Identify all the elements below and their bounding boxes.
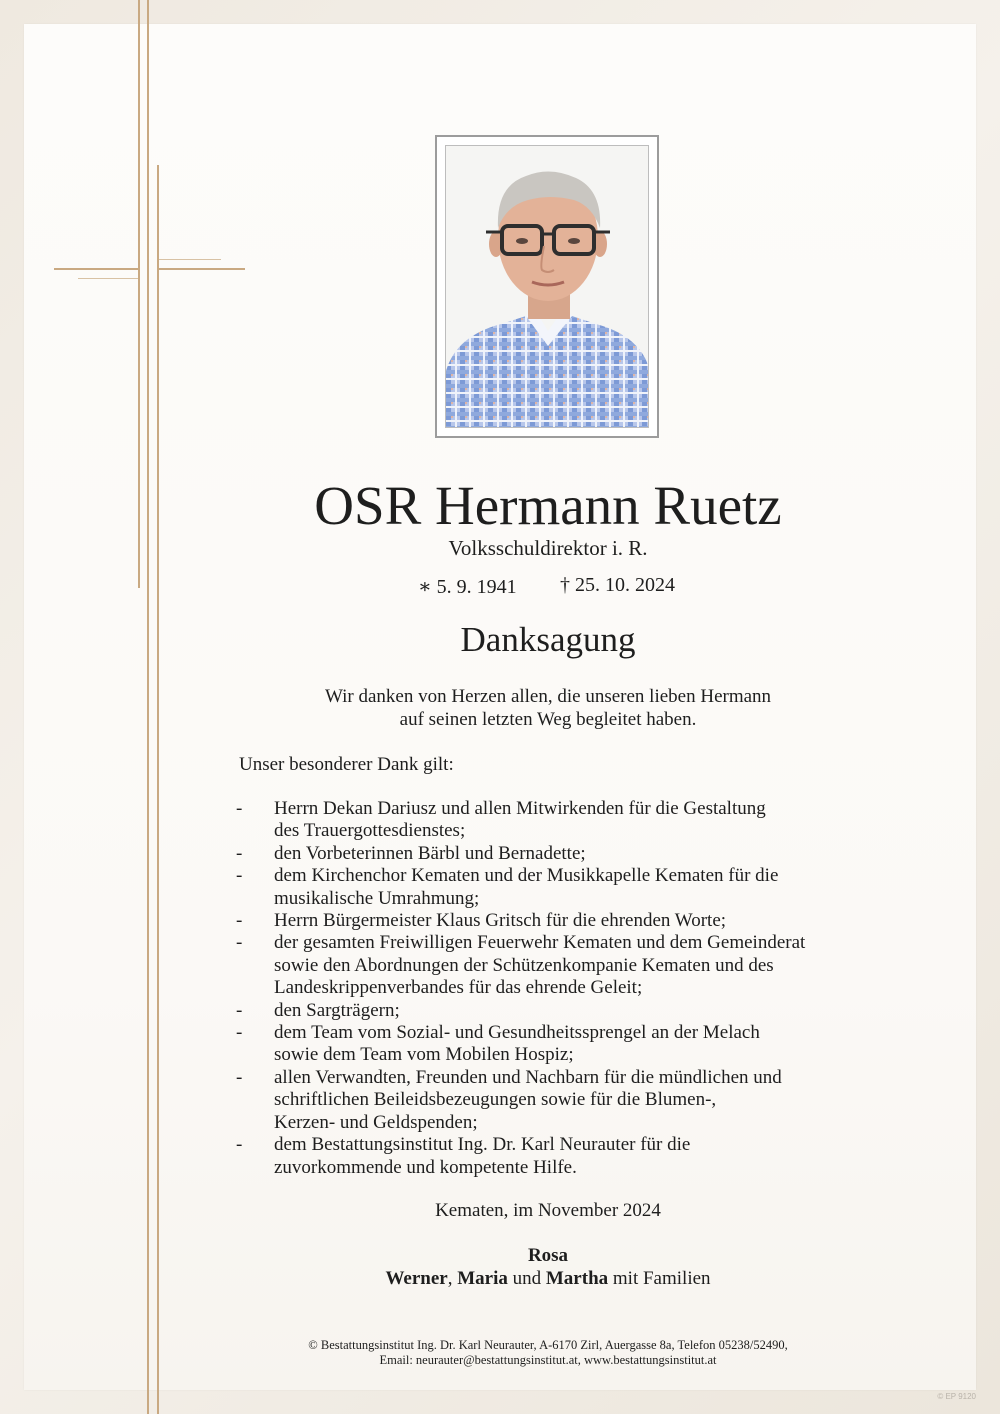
place-and-date: Kematen, im November 2024 [435,1200,661,1221]
portrait-photo [445,145,649,428]
dash-bullet: - [236,1022,243,1044]
mourner-name: Maria [457,1268,508,1289]
dash-bullet: - [236,798,243,819]
deceased-name: OSR Hermann Ruetz [314,475,782,536]
mourner-name: Werner [385,1268,448,1289]
death-date: 25. 10. 2024 [575,574,675,596]
dash-bullet: - [236,932,243,954]
footer-line: Email: neurauter@bestattungsinstitut.at, www.bestattungsinstitut.at [379,1353,717,1367]
thanks-item [236,910,876,932]
thanks-item-line: schriftlichen Beileidsbezeugungen sowie für die Blumen-, [274,1089,717,1111]
thanks-item-line: der gesamten Freiwilligen Feuerwehr Kematen und dem Gemeinderat [274,932,806,954]
deceased-title: Volksschuldirektor i. R. [448,536,648,560]
footer-line: © Bestattungsinstitut Ing. Dr. Karl Neurauter, A-6170 Zirl, Auergasse 8a, Telefon 05238/52490, [308,1338,788,1352]
thanks-item-line: Herrn Bürgermeister Klaus Gritsch für die ehrenden Worte; [274,910,727,932]
special-thanks-label: Unser besonderer Dank gilt: [239,754,454,775]
thanks-item-line: Herrn Dekan Dariusz und allen Mitwirkenden für die Gestaltung [274,798,766,819]
thanks-item-line: sowie den Abordnungen der Schützenkompanie Kematen und des [274,954,774,976]
thanks-item [236,1067,876,1134]
thanks-item-line: musikalische Umrahmung; [274,887,480,909]
mourner-name: Martha [545,1268,609,1289]
dash-bullet: - [236,842,243,864]
death-cross-icon: † [560,574,570,596]
thanks-item-line: den Sargträgern; [274,999,400,1021]
thanks-item [236,1134,876,1179]
dash-bullet: - [236,999,243,1021]
thanks-item [236,1022,876,1067]
thanks-item [236,865,876,910]
death-date-group [560,574,675,597]
thanks-item-line: allen Verwandten, Freunden und Nachbarn für die mündlichen und [274,1066,782,1088]
intro-text [0,685,1000,731]
thanks-list [236,798,876,1179]
dash-bullet: - [236,1066,243,1088]
thanks-item-line: des Trauergottesdienstes; [274,820,466,842]
intro-line: Wir danken von Herzen allen, die unseren lieben Hermann [324,686,772,707]
footer [0,1338,1000,1368]
reference-code: © EP 9120 [937,1392,976,1401]
thanks-item [236,798,876,843]
portrait-frame [435,135,659,438]
intro-line: auf seinen letzten Weg begleitet haben. [399,709,697,730]
thanks-item [236,843,876,865]
thanks-item-line: dem Team vom Sozial- und Gesundheitssprengel an der Melach [274,1022,760,1044]
thanks-item-line: dem Kirchenchor Kematen und der Musikkapelle Kematen für die [274,865,779,887]
dash-bullet: - [236,1134,243,1156]
mourner-name: Rosa [527,1245,569,1266]
thanks-item-line: Landeskrippenverbandes für das ehrende Geleit; [274,977,643,999]
page-heading: Danksagung [460,620,636,659]
thanks-item-line: den Vorbeterinnen Bärbl und Bernadette; [274,842,586,864]
thanks-item-line: sowie dem Team vom Mobilen Hospiz; [274,1044,574,1066]
thanks-item-line: Kerzen- und Geldspenden; [274,1111,478,1133]
separator: und [507,1268,546,1289]
thanks-item-line: dem Bestattungsinstitut Ing. Dr. Karl Neurauter für die [274,1134,691,1156]
thanks-item-line: zuvorkommende und kompetente Hilfe. [274,1156,577,1178]
dash-bullet: - [236,865,243,887]
mourners [0,1244,1000,1290]
dash-bullet: - [236,910,243,932]
birth-star-icon: ∗ [418,576,432,598]
thanks-item [236,1000,876,1022]
thanks-item [236,932,876,999]
birth-date: 5. 9. 1941 [436,576,517,598]
separator: , [447,1268,458,1289]
birth-date-group [418,574,517,599]
mourners-suffix: mit Familien [608,1268,711,1289]
